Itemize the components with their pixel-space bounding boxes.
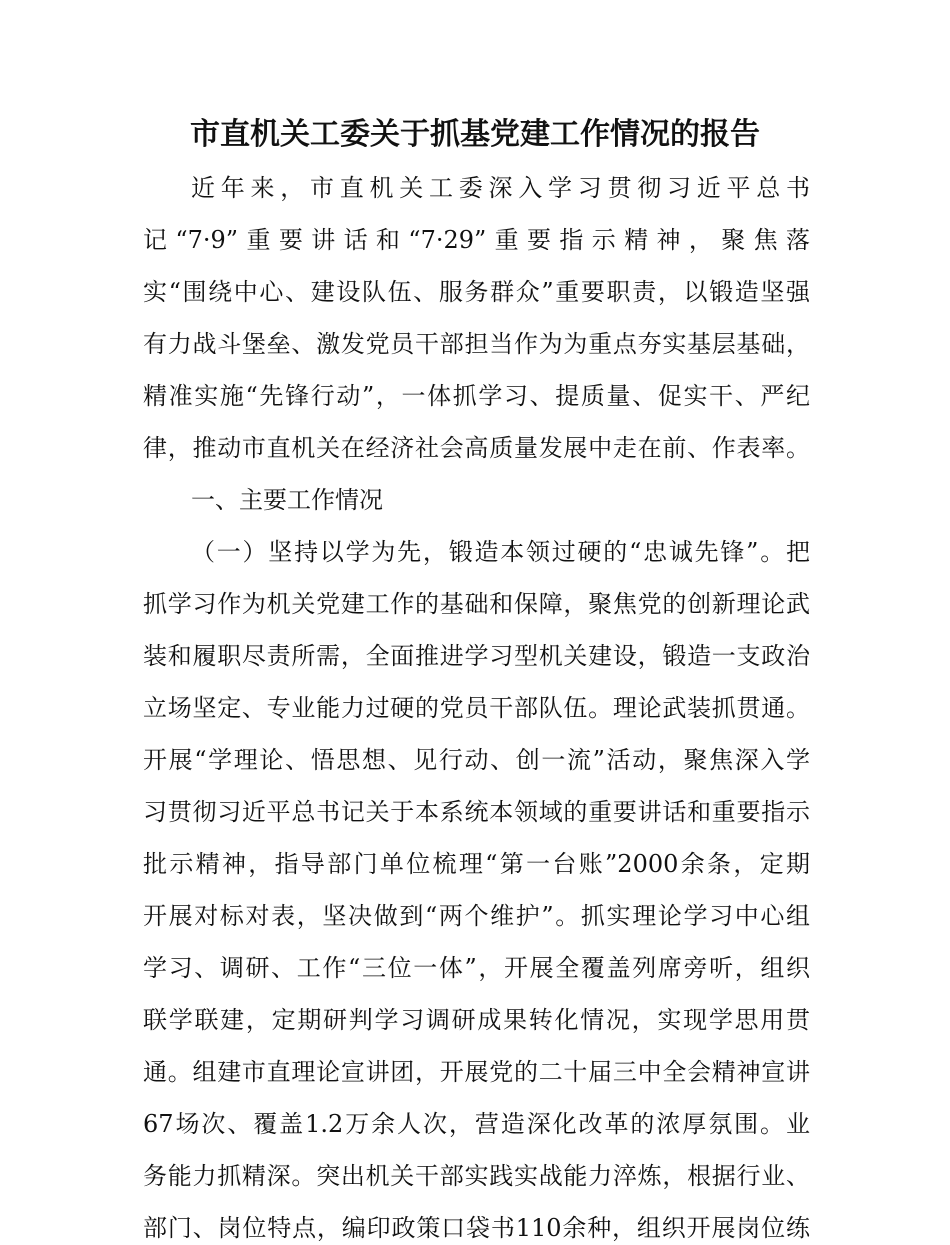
paragraph-line: 有力战斗堡垒、激发党员干部担当作为为重点夯实基层基础， [143, 330, 810, 358]
paragraph-line: 装和履职尽责所需，全面推进学习型机关建设，锻造一支政治 [143, 642, 810, 670]
paragraph-line: 务能力抓精深。突出机关干部实践实战能力淬炼，根据行业、 [143, 1162, 810, 1190]
paragraph-line: 抓学习作为机关党建工作的基础和保障，聚焦党的创新理论武 [143, 590, 810, 618]
paragraph-line: 实“围绕中心、建设队伍、服务群众”重要职责，以锻造坚强 [143, 278, 810, 306]
paragraph-line: 记“7·9”重要讲话和“7·29”重要指示精神，聚焦落 [143, 226, 810, 254]
paragraph-line: 通。组建市直理论宣讲团，开展党的二十届三中全会精神宣讲 [143, 1058, 810, 1086]
paragraph-line: 近年来，市直机关工委深入学习贯彻习近平总书 [191, 174, 810, 202]
paragraph-line: 精准实施“先锋行动”，一体抓学习、提质量、促实干、严纪 [143, 382, 810, 410]
paragraph-line: 批示精神，指导部门单位梳理“第一台账”2000余条，定期 [143, 850, 810, 878]
paragraph-line: 部门、岗位特点，编印政策口袋书110余种，组织开展岗位练 [143, 1214, 810, 1242]
paragraph-line: （一）坚持以学为先，锻造本领过硬的“忠诚先锋”。把 [191, 538, 810, 566]
paragraph-line: 开展“学理论、悟思想、见行动、创一流”活动，聚焦深入学 [143, 746, 810, 774]
section-heading: 一、主要工作情况 [191, 486, 383, 514]
paragraph-line: 67场次、覆盖1.2万余人次，营造深化改革的浓厚氛围。业 [143, 1110, 810, 1138]
paragraph-line: 律，推动市直机关在经济社会高质量发展中走在前、作表率。 [143, 434, 810, 462]
paragraph-line: 联学联建，定期研判学习调研成果转化情况，实现学思用贯 [143, 1006, 810, 1034]
paragraph-line: 开展对标对表，坚决做到“两个维护”。抓实理论学习中心组 [143, 902, 810, 930]
paragraph-line: 立场坚定、专业能力过硬的党员干部队伍。理论武装抓贯通。 [143, 694, 810, 722]
paragraph-line: 学习、调研、工作“三位一体”，开展全覆盖列席旁听，组织 [143, 954, 810, 982]
document-title: 市直机关工委关于抓基党建工作情况的报告 [190, 117, 760, 152]
paragraph-line: 习贯彻习近平总书记关于本系统本领域的重要讲话和重要指示 [143, 798, 810, 826]
